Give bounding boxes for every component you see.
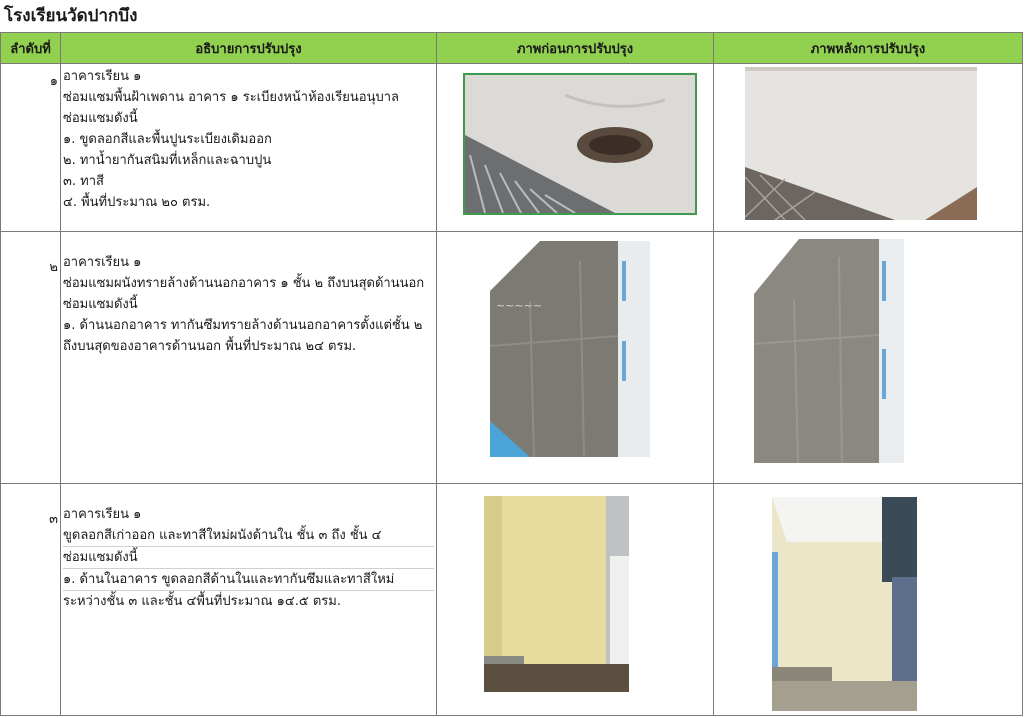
exterior-wall-after-photo — [754, 239, 904, 463]
row-number: ๑ — [1, 64, 61, 232]
desc-line: ซ่อมแซมดังนี้ — [63, 111, 138, 126]
before-cell — [437, 232, 714, 484]
before-cell — [437, 64, 714, 232]
row-number: ๒ — [1, 232, 61, 484]
desc-line: ซ่อมแซมดังนี้ — [63, 297, 138, 312]
desc-line: ๓. ทาสี — [63, 174, 104, 189]
row-number: ๓ — [1, 484, 61, 716]
table-row — [1, 484, 1023, 716]
header-before: ภาพก่อนการปรับปรุง — [437, 33, 714, 64]
desc-line: ซ่อมแซมผนังทรายล้างด้านนอกอาคาร ๑ ชั้น ๒ ถึงบนสุดด้านนอก — [63, 276, 425, 291]
after-cell — [714, 64, 1023, 232]
before-cell — [437, 484, 714, 716]
after-cell — [714, 232, 1023, 484]
exterior-wall-before-photo — [490, 241, 650, 457]
header-no: ลำดับที่ — [1, 33, 61, 64]
renovation-table — [0, 32, 1023, 716]
svg-text:~~~~~: ~~~~~ — [496, 299, 543, 312]
table-row — [1, 232, 1023, 484]
interior-wall-after-photo — [772, 497, 917, 711]
desc-line: ๑. ขูดลอกสีและพื้นปูนระเบียงเดิมออก — [63, 132, 272, 147]
desc-line: ซ่อมแซมดังนี้ — [63, 547, 434, 569]
row-description — [61, 232, 437, 484]
ceiling-damaged-photo — [463, 73, 697, 215]
header-after: ภาพหลังการปรับปรุง — [714, 33, 1023, 64]
after-cell — [714, 484, 1023, 716]
desc-line: ๑. ด้านในอาคาร ขูดลอกสีด้านในและทากันซึมและทาสีใหม่ — [63, 569, 434, 591]
interior-wall-before-photo — [484, 496, 629, 692]
school-title: โรงเรียนวัดปากบึง — [4, 6, 138, 26]
desc-line: ขูดลอกสีเก่าออก และทาสีใหม่ผนังด้านใน ชั้น ๓ ถึง ชั้น ๔ — [63, 525, 434, 547]
desc-line: ถึงบนสุดของอาคารด้านนอก พื้นที่ประมาณ ๒๔ ตรม. — [63, 339, 357, 354]
row-description — [61, 64, 437, 232]
desc-line: อาคารเรียน ๑ — [63, 507, 142, 522]
desc-line: ซ่อมแซมพื้นฝ้าเพดาน อาคาร ๑ ระเบียงหน้าห้องเรียนอนุบาล — [63, 90, 399, 105]
table-row — [1, 64, 1023, 232]
row-description — [61, 484, 437, 716]
desc-line: ๑. ด้านนอกอาคาร ทากันซึมทรายล้างด้านนอกอาคารตั้งแต่ชั้น ๒ — [63, 318, 423, 333]
ceiling-repaired-photo — [745, 67, 977, 220]
desc-line: อาคารเรียน ๑ — [63, 255, 142, 270]
desc-line: ๔. พื้นที่ประมาณ ๒๐ ตรม. — [63, 195, 211, 210]
header-description: อธิบายการปรับปรุง — [61, 33, 437, 64]
desc-line: ๒. ทาน้ำยากันสนิมที่เหล็กและฉาบปูน — [63, 153, 272, 168]
table-header-row — [1, 33, 1023, 64]
desc-line: อาคารเรียน ๑ — [63, 69, 142, 84]
desc-line: ระหว่างชั้น ๓ และชั้น ๔พื้นที่ประมาณ ๑๔.๕ ตรม. — [63, 594, 341, 609]
